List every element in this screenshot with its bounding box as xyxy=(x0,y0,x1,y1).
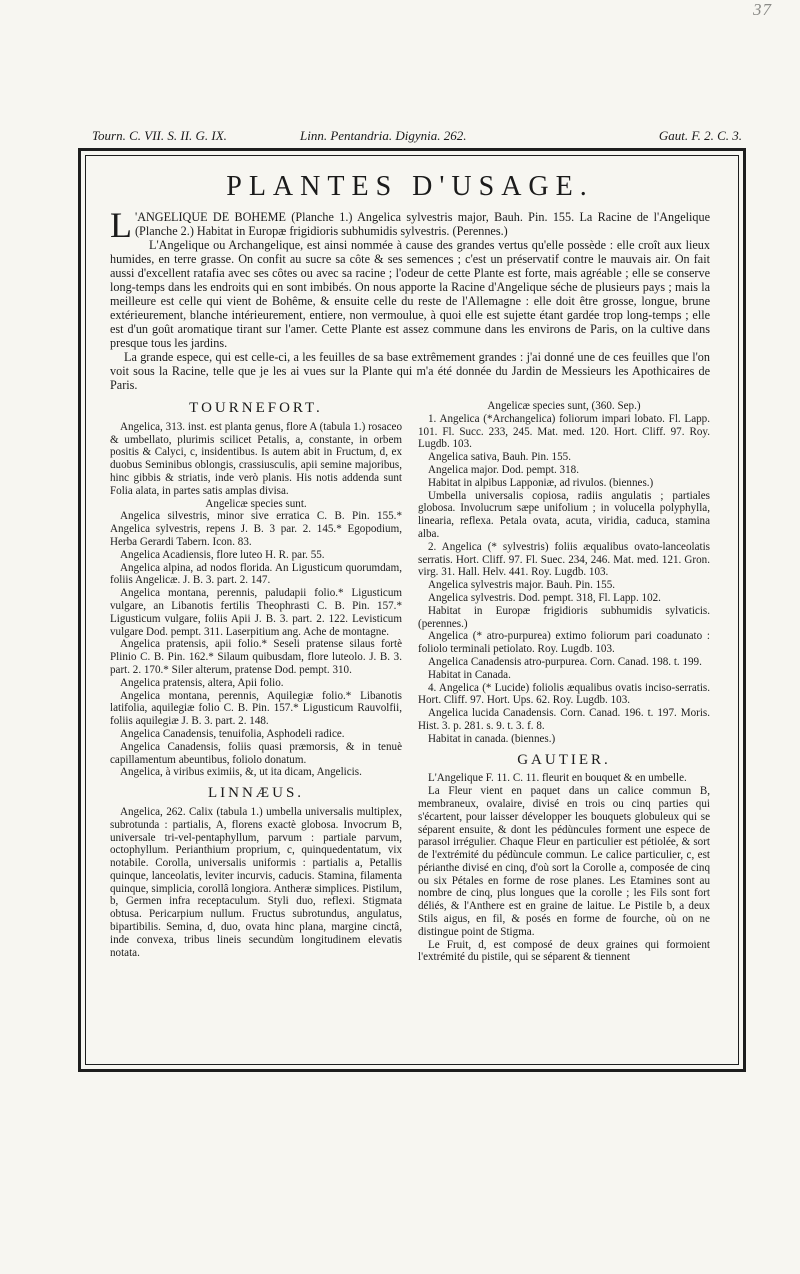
species-entry: Angelica sylvestris major. Bauh. Pin. 155. xyxy=(428,579,616,592)
species-entry: Angelica, à viribus eximiis, &, ut ita dicam, Angelicis. xyxy=(120,766,362,779)
page-title: PLANTES D'USAGE. xyxy=(226,171,594,202)
section-gap xyxy=(418,746,710,752)
tournefort-description: Angelica, 313. inst. est planta genus, flore A (tabula 1.) rosaceo & umbellato, plurimis scilicet Petalis, a, constante, in orbem positis & Calyci, c, insidentibus. Is autem abit in Fructum, d, ex duobus Seminibus oblongis, crassiusculis, apii semine majoribus, hinc gibbis & striatis, inde verò planis. His notis addenda sunt Folia alata, in partes satis amplas divisa. xyxy=(110,420,402,497)
species-entry: Angelica major. Dod. pempt. 318. xyxy=(428,463,579,476)
species-entry: Angelica Canadensis, foliis quasi præmorsis, & in tenuè capillamentum abeuntibus, foliolo donatum. xyxy=(110,740,402,766)
tournefort-species-heading: Angelicæ species sunt. xyxy=(205,497,307,510)
intro-section xyxy=(110,205,710,392)
intro-paragraph-2: L'Angelique ou Archangelique, est ainsi nommée à cause des grandes vertus qu'elle possède : elle croît aux lieux humides, en terre grasse. On confit au sucre sa côte & ses semences ; c'est un préservatif contre le mauvais air. On fait aussi d'excellent ratafia avec ses côtes ou avec sa racine ; l'odeur de cette Plante est forte, mais agréable ; elle se conserve long-temps dans les endroits qui en sont imbibés. On nous apporte la Racine d'Angelique séche de plusieurs pays ; mais la meilleure est celle qui vient de Bohême, & ensuite celle du reste de l'Allemagne : elle doit être grosse, longue, brune extérieurement, blanche intérieurement, entiere, non vermoulue, à quoi elle est sujette étant gardée trop long-temps ; elle est d'un goût aromatique tirant sur l'amer. Cette Plante est assez commune dans les environs de Paris, on la cultive dans presque tous les jardins. xyxy=(110,238,710,350)
species-entry: Angelica Canadensis, tenuifolia, Asphodeli radice. xyxy=(120,727,345,740)
running-head-linnaeus: Linn. Pentandria. Digynia. 262. xyxy=(300,128,467,143)
species-entry: Habitat in canada. (biennes.) xyxy=(428,732,556,745)
right-column xyxy=(418,400,710,964)
species-entry: Angelica alpina, ad nodos florida. An Ligusticum quorumdam, foliis Angelicæ. J. B. 3. part. 2. 147. xyxy=(110,561,402,587)
intro-paragraph-1 xyxy=(110,205,710,245)
running-head xyxy=(86,128,750,148)
heading-tournefort: TOURNEFORT. xyxy=(189,400,323,416)
gautier-paragraph: Le Fruit, d, est composé de deux graines qui formoient l'extrémité du pistile, qui se séparent & tiennent xyxy=(418,938,710,964)
species-entry: Angelica montana, perennis, Aquilegiæ folio.* Libanotis latifolia, aquilegiæ folio C. B. Pin. 157.* Ligusticum Rauvolfii, foliis aquilegiæ J. B. 3. part. 2. 148. xyxy=(110,689,402,728)
species-entry: Habitat in Canada. xyxy=(428,668,511,681)
species-entry: 4. Angelica (* Lucide) foliolis æqualibus ovatis inciso-serratis. Hort. Cliff. 97. Hort. Ups. 62. Roy. Lugdb. 103. xyxy=(418,681,710,707)
species-entry: Angelica Canadensis atro-purpurea. Corn. Canad. 198. t. 199. xyxy=(428,655,702,668)
species-entry: Umbella universalis copiosa, radiis angulatis ; partiales globosa. Involucrum sæpe unifolium ; in volucella polyphylla, linearia, reflexa. Petala ovata, acuta, viridia, caduca, stamina alba. xyxy=(418,489,710,540)
linnaeus-species-heading: Angelicæ species sunt, (360. Sep.) xyxy=(487,400,641,412)
species-entry: Angelica pratensis, altera, Apii folio. xyxy=(120,676,284,689)
drop-capital: L xyxy=(110,205,132,245)
species-entry: Angelica silvestris, minor sive erratica C. B. Pin. 155.* Angelica sylvestris, repens J. B. 3 par. 2. 145.* Egopodium, Herba Gerardi Tabern. Icon. 83. xyxy=(110,510,402,548)
gautier-paragraph: L'Angelique F. 11. C. 11. fleurit en bouquet & en umbelle. xyxy=(428,772,687,785)
species-entry: Habitat in alpibus Lapponiæ, ad rivulos. (biennes.) xyxy=(428,476,654,489)
species-entry: 2. Angelica (* sylvestris) foliis æqualibus ovato-lanceolatis serratis. Hort. Cliff. 97. Fl. Suec. 234, 246. Mat. med. 121. Gron. virg. 31. Hall. Helv. 441. Roy. Lugdb. 103. xyxy=(418,540,710,579)
linnaeus-description: Angelica, 262. Calix (tabula 1.) umbella universalis multiplex, subrotunda : partialis, A, florens exactè globosa. Invocrum B, universale tri-vel-pentaphyllum, parvum : partiale parvum, octophyllum. Perianthium proprium, c, quinquedentatum, vix notabile. Corolla, universalis uniformis : partialis a, Petallis quinque, lanceolatis, leviter incurvis, caducis. Stamina, filamenta quinque, simplicia, corollâ longiora. Antheræ simplices. Pistilum, b, Germen infra receptaculum. Styli duo, reflexi. Stigmata obtusa. Pericarpium nullum. Fructus subrotundus, angulatus, bipartibilis. Semina, d, duo, ovata hinc plana, margine cinctâ, inde convexa, tribus lineis secundùm longitudinem elevatis notata. xyxy=(110,805,402,959)
gautier-paragraph: La Fleur vient en paquet dans un calice commun B, membraneux, ovalaire, divisé en trois ou cinq parties qui s'écartent, pour laisser développer les bouquets globuleux qui se séparent ensuite, & dont les pédùncules forment une espece de parasol irrégulier. Chaque Fleur en particulier est pétiolée, & sort de l'extrémité du pédùncule commun. Le calice particulier, c, est périanthe divisé en cinq, d'où sort la Corolle a, composée de cinq ou six Pétales en forme de rose planes. Les Etamines sont au nombre de cinq, plus longues que la corolle ; les Fils sont fort déliés, & l'Anthere est en graine de laitue. Le Pistile b, a deux Stils aigus, en fil, & posés en forme de fourche, où on ne distingue point de Stigma. xyxy=(418,785,710,938)
species-entry: 1. Angelica (*Archangelica) foliorum impari lobato. Fl. Lapp. 101. Fl. Succ. 233, 245. Mat. med. 120. Hort. Cliff. 97. Roy. Lugdb. 103. xyxy=(418,412,710,451)
running-head-gautier: Gaut. F. 2. C. 3. xyxy=(658,128,742,143)
left-column xyxy=(110,400,402,964)
page-content xyxy=(110,170,710,1060)
species-entry: Angelica Acadiensis, flore luteo H. R. par. 55. xyxy=(120,548,325,561)
species-entry: Angelica sativa, Bauh. Pin. 155. xyxy=(428,451,571,464)
heading-gautier: GAUTIER. xyxy=(517,751,611,768)
heading-linnaeus: LINNÆUS. xyxy=(207,785,305,802)
species-entry: Habitat in Europæ frigidioris subhumidis sylvaticis. (perennes.) xyxy=(418,604,710,630)
two-column-body xyxy=(110,400,710,964)
species-entry: Angelica sylvestris. Dod. pempt. 318, Fl. Lapp. 102. xyxy=(428,591,661,604)
species-entry: Angelica lucida Canadensis. Corn. Canad. 196. t. 197. Moris. Hist. 3. p. 281. s. 9. t. 3. f. 8. xyxy=(418,707,710,732)
species-entry: Angelica pratensis, apii folio.* Seseli pratense silaus fortè Plinio C. B. Pin. 162.* Silaum quibusdam, flore luteolo. J. B. 3. part. 2. 170.* Siler alterum, pratense Dod. pempt. 310. xyxy=(110,638,402,676)
page-folio-number: 37 xyxy=(753,0,772,19)
species-entry: Angelica montana, perennis, paludapii folio.* Ligusticum vulgare, an Libanotis fertilis Theophrasti C. B. Pin. 157.* Ligusticum vulgare, foliis Apii J. B. 3. part. 2. 122. Levisticum vulgare Dod. pempt. 311. Laserpitium ang. Ache de montagne. xyxy=(110,587,402,638)
intro-paragraph-3: La grande espece, qui est celle-ci, a les feuilles de sa base extrêmement grandes : j'ai donné une de ces feuilles que l'on voit sous la Racine, telle que je les ai vues sur la Plante qui m'a été donnée du Jardin de Messieurs les Apothicaires de Paris. xyxy=(110,350,710,392)
intro-paragraph-1-text: 'ANGELIQUE DE BOHEME (Planche 1.) Angelica sylvestris major, Bauh. Pin. 155. La Racine de l'Angelique (Planche 2.) Habitat in Europæ frigidioris subhumidis sylvestris. (Perennes.) xyxy=(135,210,710,238)
running-head-tournefort: Tourn. C. VII. S. II. G. IX. xyxy=(92,128,227,143)
species-entry: Angelica (* atro-purpurea) extimo foliorum pari coadunato : foliolo terminali petiolato. Roy. Lugdb. 103. xyxy=(418,630,710,656)
